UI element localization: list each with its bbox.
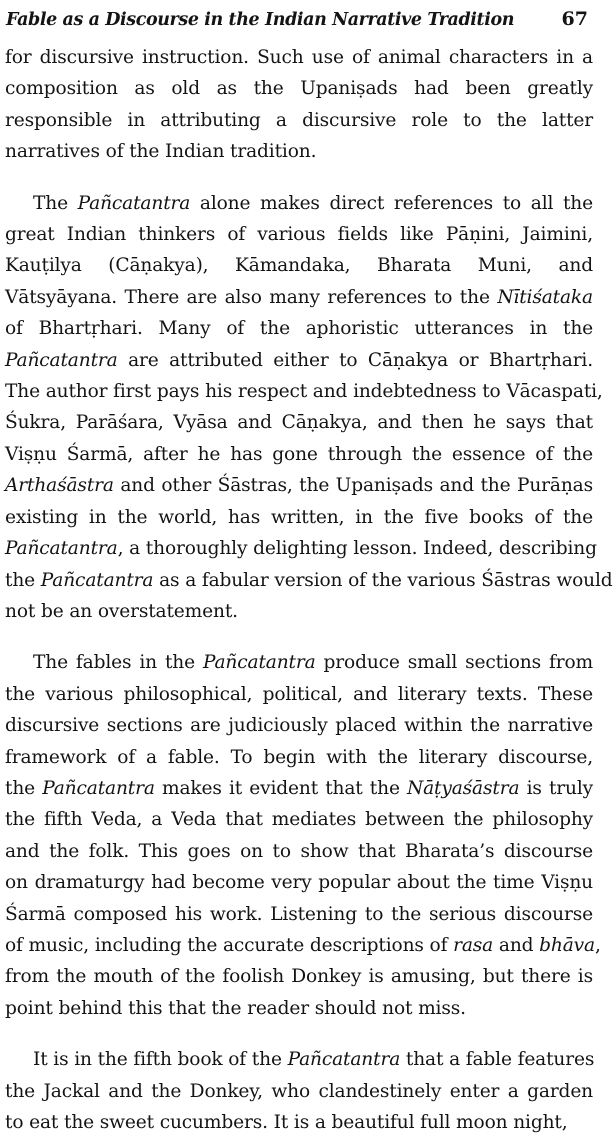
text-line (5, 42, 593, 73)
paragraph (5, 647, 601, 1024)
text-run: the various philosophical, political, and literary texts. These (5, 683, 593, 705)
text-run: narratives of the Indian tradition. (5, 141, 317, 163)
text-line (5, 376, 603, 407)
text-line (5, 742, 593, 773)
text-line (5, 596, 593, 627)
italic-title: Pañcatantra (5, 538, 118, 560)
paragraph (5, 1044, 593, 1138)
text-line (5, 136, 593, 167)
text-run: point behind this that the reader should not miss. (5, 997, 466, 1019)
text-run: It is in the fifth book of the (33, 1049, 288, 1071)
text-run: the (5, 569, 41, 591)
text-run: of Bhartṛhari. Many of the aphoristic utterances in the (5, 318, 593, 340)
italic-title: Nītiśataka (497, 286, 593, 308)
text-line (5, 930, 601, 961)
text-run: as a fabular version of the various Śāstras would (153, 569, 613, 591)
text-line (5, 439, 593, 470)
italic-title: Pañcatantra (42, 777, 155, 799)
page-number: 67 (561, 8, 588, 30)
text-run: of music, including the accurate descriptions of (5, 934, 454, 956)
text-line (5, 710, 593, 741)
text-run: responsible in attributing a discursive role to the latter (5, 109, 593, 131)
text-line (5, 867, 593, 898)
text-run: The (33, 192, 78, 214)
italic-title: Pañcatantra (287, 1049, 401, 1071)
text-run: Śarmā composed his work. Listening to the serious discourse (5, 903, 593, 925)
text-run: is truly (519, 777, 594, 799)
text-run: , a thoroughly delighting lesson. Indeed, describing (117, 538, 597, 560)
italic-title: Pañcatantra (202, 652, 316, 674)
text-line (5, 407, 593, 438)
text-line (5, 773, 593, 804)
text-run: Viṣṇu Śarmā, after he has gone through the essence of the (5, 443, 593, 465)
text-run: the fifth Veda, a Veda that mediates between the philosophy (5, 809, 593, 831)
italic-title: Pañcatantra (5, 349, 118, 371)
text-run: framework of a fable. To begin with the literary discourse, (5, 746, 593, 768)
text-line (5, 470, 593, 501)
text-run: to eat the sweet cucumbers. It is a beautiful full moon night, (5, 1112, 568, 1133)
text-line (5, 993, 593, 1024)
text-run: Śukra, Parāśara, Vyāsa and Cāṇakya, and then he says that (5, 412, 593, 434)
text-run: composition as old as the Upaniṣads had been greatly (5, 78, 593, 100)
text-run: The fables in the (33, 652, 203, 674)
text-line (5, 219, 593, 250)
text-line (5, 565, 613, 596)
text-line (5, 1044, 593, 1075)
text-line (5, 1076, 593, 1107)
text-line (5, 899, 593, 930)
text-run: on dramaturgy had become very popular about the time Viṣṇu (5, 872, 593, 894)
text-line (5, 313, 593, 344)
text-line (5, 961, 593, 992)
text-line (5, 250, 593, 281)
text-run: are attributed either to Cāṇakya or Bhartṛhari. (117, 349, 593, 371)
text-line (5, 345, 593, 376)
text-run: the Jackal and the Donkey, who clandestinely enter a garden (5, 1080, 593, 1102)
text-run: and the folk. This goes on to show that Bharata’s discourse (5, 840, 593, 862)
running-title: Fable as a Discourse in the Indian Narrative Tradition (6, 10, 515, 30)
text-line (5, 502, 593, 533)
text-run: from the mouth of the foolish Donkey is amusing, but there is (5, 966, 593, 988)
italic-title: rasa (453, 934, 494, 956)
text-run: great Indian thinkers of various fields like Pāṇini, Jaimini, (5, 224, 593, 246)
text-run: and other Śāstras, the Upaniṣads and the Purāṇas (113, 475, 593, 497)
text-run: discursive sections are judiciously placed within the narrative (5, 715, 593, 737)
text-run: not be an overstatement. (5, 600, 238, 622)
text-run: produce small sections from (315, 652, 594, 674)
text-run: existing in the world, has written, in the five books of the (5, 506, 593, 528)
italic-title: Nāṭyaśāstra (407, 777, 520, 799)
text-line (5, 282, 593, 313)
text-line (5, 679, 593, 710)
text-run: makes it evident that the (154, 777, 407, 799)
text-line (5, 188, 593, 219)
paragraph-gap (5, 1024, 593, 1044)
text-run: Kauṭilya (Cāṇakya), Kāmandaka, Bharata Muni, and (5, 255, 593, 277)
text-line (5, 647, 593, 678)
text-line (5, 105, 593, 136)
text-line (5, 533, 597, 564)
text-line (5, 1107, 593, 1138)
text-run: the (5, 777, 43, 799)
text-run: for discursive instruction. Such use of animal characters in a (5, 47, 593, 68)
paragraph-gap (5, 627, 593, 647)
italic-title: Pañcatantra (77, 192, 191, 214)
text-line (5, 73, 593, 104)
text-run: Vātsyāyana. There are also many references to the (5, 286, 498, 308)
paragraph (5, 42, 593, 168)
italic-title: bhāva (539, 934, 595, 956)
text-run: , (594, 934, 601, 956)
text-line (5, 804, 593, 835)
text-run: that a fable features (400, 1049, 595, 1071)
text-run: and (493, 934, 540, 956)
body-text (5, 42, 613, 1138)
text-run: alone makes direct references to all the (190, 192, 593, 214)
text-line (5, 836, 593, 867)
italic-title: Arthaśāstra (5, 475, 114, 497)
running-header (6, 0, 588, 30)
paragraph (5, 188, 613, 628)
paragraph-gap (5, 168, 593, 188)
italic-title: Pañcatantra (40, 569, 154, 591)
text-run: The author first pays his respect and indebtedness to Vācaspati, (5, 381, 603, 403)
